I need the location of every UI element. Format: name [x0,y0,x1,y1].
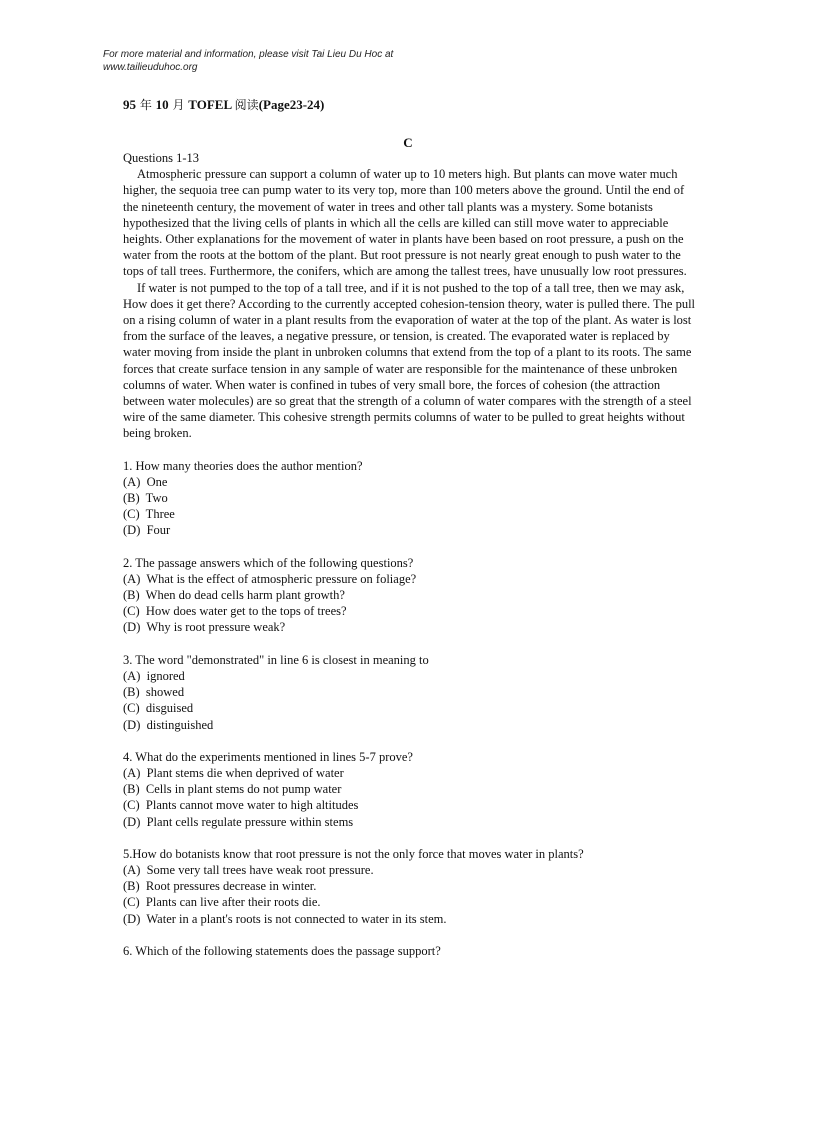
document-title: 95 年 10 月 TOFEL 阅读(Page23-24) [123,97,325,112]
answer-option: (C) Plants can live after their roots die. [123,895,321,910]
source-note [103,48,393,74]
answer-option: (A) Plant stems die when deprived of water [123,765,344,780]
question-6 [123,943,698,959]
answer-option: (B) Two [123,491,168,506]
question-5 [123,846,698,927]
answer-option: (B) Root pressures decrease in winter. [123,879,317,894]
question-stem: 4. What do the experiments mentioned in lines 5-7 prove? [123,749,413,764]
section-letter: C [403,135,413,150]
answer-option: (C) disguised [123,701,194,716]
answer-option: (A) What is the effect of atmospheric pressure on foliage? [123,571,417,586]
answer-option: (A) Some very tall trees have weak root pressure. [123,862,374,877]
answer-option: (D) Plant cells regulate pressure within stems [123,814,354,829]
answer-option: (A) One [123,474,168,489]
source-note-line1: For more material and information, please visit Tai Lieu Du Hoc at [103,49,394,60]
question-stem: 2. The passage answers which of the following questions? [123,555,414,570]
answer-option: (D) distinguished [123,717,214,732]
question-stem: 3. The word "demonstrated" in line 6 is closest in meaning to [123,652,429,667]
answer-option: (C) How does water get to the tops of trees? [123,604,347,619]
question-stem: 5.How do botanists know that root pressure is not the only force that moves water in plants? [123,846,584,861]
question-1 [123,458,698,539]
answer-option: (D) Four [123,523,171,538]
question-stem: 1. How many theories does the author mention? [123,458,363,473]
answer-option: (C) Three [123,507,175,522]
question-2 [123,555,698,636]
passage-paragraph-1: Atmospheric pressure can support a column of water up to 10 meters high. But plants can move water much higher, the sequoia tree can pump water to its very top, more than 100 meters above the ground. Until the end of the nineteenth century, the movement of water in trees and other tall plants was a mystery. Some botanists hypothesized that the living cells of plants in which all the cells are killed can still move water to appreciable heights. Other explanations for the movement of water in plants have been based on root pressure, a push on the water from the roots at the bottom of the plant. But root pressure is not nearly great enough to push water to the tops of tall trees. Furthermore, the conifers, which are among the tallest trees, have unusually low root pressures. [123,167,687,279]
passage-paragraph-2: If water is not pumped to the top of a tall tree, and if it is not pushed to the top of a tall tree, then we may ask, How does it get there? According to the currently accepted cohesion-tension theory, water is pulled there. The pull on a rising column of water in a plant results from the evaporation of water at the top of the plant. As water is lost from the surface of the leaves, a negative pressure, or tension, is created. The evaporated water is replaced by water moving from inside the plant in unbroken columns that extend from the top of a plant to its roots. The same forces that create surface tension in any sample of water are responsible for the maintenance of these unbroken columns of water. When water is confined in tubes of very small bore, the forces of cohesion (the attraction between water molecules) are so great that the strength of a column of water compares with the strength of a steel wire of the same diameter. This cohesive strength permits columns of water to be pulled to great heights without being broken. [123,280,696,441]
answer-option: (C) Plants cannot move water to high altitudes [123,798,359,813]
question-4 [123,749,698,830]
source-note-url: www.tailieuduhoc.org [103,62,198,73]
answer-option: (B) Cells in plant stems do not pump water [123,782,342,797]
answer-option: (D) Water in a plant's roots is not connected to water in its stem. [123,911,447,926]
document-body [123,150,698,959]
answer-option: (D) Why is root pressure weak? [123,620,286,635]
answer-option: (B) showed [123,685,185,700]
question-3 [123,652,698,733]
answer-option: (B) When do dead cells harm plant growth? [123,588,345,603]
question-stem: 6. Which of the following statements does the passage support? [123,943,441,958]
section-heading [0,135,816,151]
answer-option: (A) ignored [123,668,185,683]
questions-range: Questions 1-13 [123,151,200,165]
